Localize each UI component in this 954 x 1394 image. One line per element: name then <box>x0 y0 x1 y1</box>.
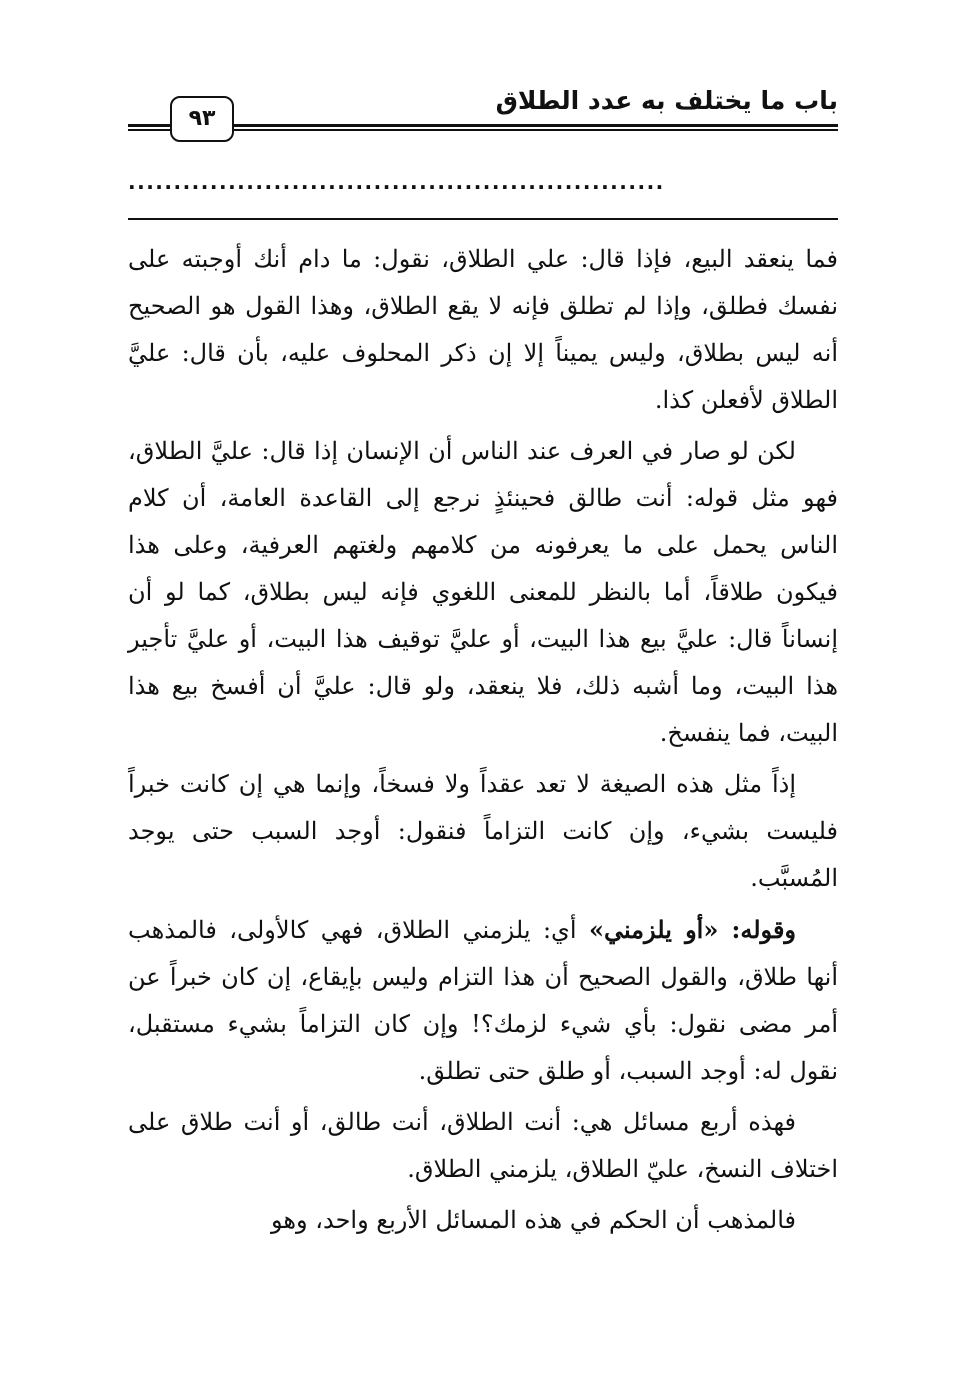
footnote-dots: ........................................................... <box>128 170 665 194</box>
header-rule <box>232 124 838 131</box>
paragraph-1: فما ينعقد البيع، فإذا قال: علي الطلاق، نقول: ما دام أنك أوجبته على نفسك فطلق، وإذا لم تطلق فإنه لا يقع الطلاق، وهذا القول هو الصحيح أنه ليس بطلاق، وليس يميناً إلا إن ذكر المحلوف عليه، بأن قال: عليَّ الطلاق لأفعلن كذا. <box>128 245 838 414</box>
paragraph-2: لكن لو صار في العرف عند الناس أن الإنسان إذا قال: عليَّ الطلاق، فهو مثل قوله: أنت طالق فحينئذٍ نرجع إلى القاعدة العامة، أن كلام الناس يحمل على ما يعرفونه من كلامهم ولغتهم العرفية، وعلى هذا فيكون طلاقاً، أما بالنظر للمعنى اللغوي فإنه ليس بطلاق، كما لو أن إنساناً قال: عليَّ بيع هذا البيت، أو عليَّ توقيف هذا البيت، أو عليَّ تأجير هذا البيت، وما أشبه ذلك، فلا ينعقد، ولو قال: عليَّ أن أفسخ بيع هذا البيت، فما ينفسخ. <box>128 437 838 747</box>
page-body <box>128 236 838 1248</box>
paragraph-4-text: أي: يلزمني الطلاق، فهي كالأولى، فالمذهب أنها طلاق، والقول الصحيح أن هذا التزام وليس بإيقاع، إن كان خبراً عن أمر مضى نقول: بأي شيء لزمك؟! وإن كان التزاماً بشيء مستقبل، نقول له: أوجد السبب، أو طلق حتى تطلق. <box>128 916 838 1085</box>
header-rule-left <box>128 124 172 131</box>
footnote-separator <box>128 218 838 220</box>
running-title: باب ما يختلف به عدد الطلاق <box>495 86 838 115</box>
quoted-phrase: وقوله: «أو يلزمني» <box>588 915 797 944</box>
paragraph-4 <box>128 906 838 1095</box>
paragraph-6: فالمذهب أن الحكم في هذه المسائل الأربع واحد، وهو <box>270 1206 796 1234</box>
paragraph-5: فهذه أربع مسائل هي: أنت الطلاق، أنت طالق، أو أنت طلاق على اختلاف النسخ، عليّ الطلاق، يلزمني الطلاق. <box>128 1108 838 1183</box>
page-number: ٩٣ <box>170 96 234 142</box>
paragraph-3: إذاً مثل هذه الصيغة لا تعد عقداً ولا فسخاً، وإنما هي إن كانت خبراً فليست بشيء، وإن كانت التزاماً فنقول: أوجد السبب حتى يوجد المُسبَّب. <box>128 770 838 892</box>
